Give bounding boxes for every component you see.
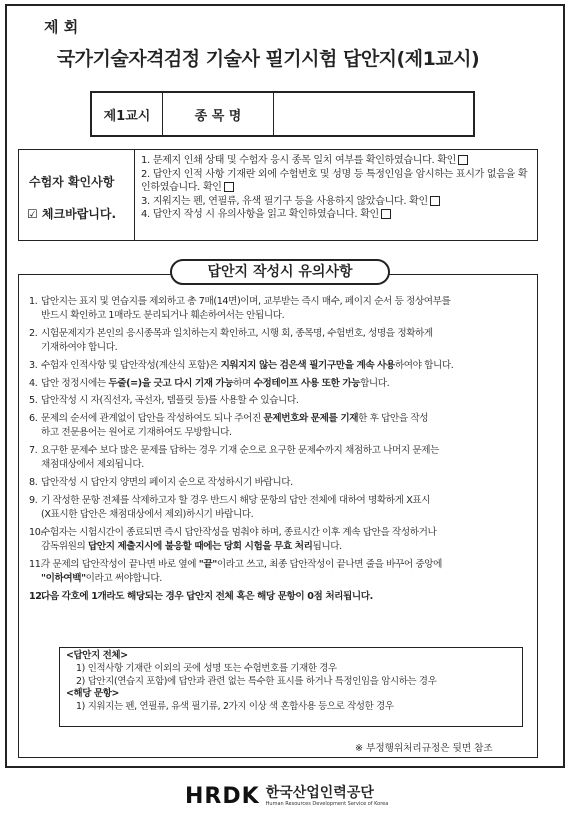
session-label: 제 회 — [44, 18, 79, 36]
list-item: 10.수험자는 시험시간이 종료되면 즉시 답안작성을 멈춰야 하며, 종료시간 이후 계속 답안을 작성하거나 감독위원의 답안지 제출지시에 불응할 때에는 당회 시험을 무효 처리됩니다. — [29, 526, 437, 552]
penalty-box: <답안지 전체> 1) 인적사항 기재란 이외의 곳에 성명 또는 수험번호를 기재한 경우 2) 답안지(연습지 포함)에 답안과 관련 없는 특수한 표시를 하거나 특정인임을 암시하는 경우 <해당 문항> 1) 지워지는 펜, 연필류, 유색 필기류, 2가지 이상 색 혼합사용 등으로 작성한 경우 — [59, 647, 523, 727]
checkbox[interactable] — [430, 196, 440, 206]
logo-name-en: Human Resources Development Service of Korea — [265, 801, 389, 807]
footnote: ※ 부정행위처리규정은 뒷면 참조 — [355, 743, 493, 754]
list-item: 12.다음 각호에 1개라도 해당되는 경우 답안지 전체 혹은 해당 문항이 0점 처리됩니다. — [29, 590, 373, 602]
confirm-check-instruction: ☑ 체크바랍니다. — [27, 207, 117, 221]
notes-title: 답안지 작성시 유의사항 — [170, 259, 390, 285]
confirm-item: 3. 지워지는 펜, 연필류, 유색 필기구 등을 사용하지 않았습니다. 확인 — [141, 195, 531, 209]
examinee-confirm-section — [18, 149, 538, 241]
list-item: 11.각 문제의 답안작성이 끝나면 바로 옆에 "끝"이라고 쓰고, 최종 답안작성이 끝나면 줄을 바꾸어 중앙에 "이하여백"이라고 써야합니다. — [29, 558, 443, 584]
logo-name-ko: 한국산업인력공단 — [265, 785, 374, 801]
list-item: 4. 답안 정정시에는 두줄(=)을 긋고 다시 기재 가능하며 수정테이프 사용 또한 가능합니다. — [29, 377, 390, 389]
logo — [185, 784, 388, 809]
list-item: 7. 요구한 문제수 보다 많은 문제를 답하는 경우 기재 순으로 요구한 문제수까지 채점하고 나머지 문제는 채점대상에서 제외됩니다. — [29, 445, 440, 471]
checkbox[interactable] — [458, 155, 468, 165]
confirm-item: 4. 답안지 작성 시 유의사항을 읽고 확인하였습니다. 확인 — [141, 208, 531, 222]
checkbox[interactable] — [224, 182, 234, 192]
checkbox[interactable] — [381, 209, 391, 219]
subject-value-field[interactable] — [274, 93, 473, 135]
period-label: 제1교시 — [92, 93, 163, 135]
page-title: 국가기술자격검정 기술사 필기시험 답안지(제1교시) — [56, 48, 480, 70]
list-item: 2. 시험문제지가 본인의 응시종목과 일치하는지 확인하고, 시행 회, 종목명, 수험번호, 성명을 정확하게 기재하여야 합니다. — [29, 327, 433, 354]
confirm-heading — [19, 150, 135, 240]
list-item: 8. 답안작성 시 답안지 양면의 페이지 순으로 작성하시기 바랍니다. — [29, 477, 293, 488]
list-item: 6. 문제의 순서에 관계없이 답안을 작성하여도 되나 주어진 문제번호와 문제를 기재한 후 답안을 작성 하고 전문용어는 원어로 기재하여도 무방합니다. — [29, 413, 429, 439]
confirm-list — [141, 154, 531, 222]
confirm-title: 수험자 확인사항 — [29, 175, 115, 189]
subject-box — [90, 91, 475, 137]
list-item: 1. 답안지는 표지 및 연습지를 제외하고 총 7매(14면)이며, 교부받는 즉시 매수, 페이지 순서 등 정상여부를 반드시 확인하고 1매라도 분리되거나 훼손하여서는 안됩니다. — [29, 296, 451, 322]
confirm-item: 1. 문제지 인쇄 상태 및 수험자 응시 종목 일치 여부를 확인하였습니다. 확인 — [141, 154, 531, 168]
list-item: 3. 수험자 인적사항 및 답안작성(계산식 포함)은 지워지지 않는 검은색 필기구만을 계속 사용하여야 합니다. — [29, 359, 454, 371]
list-item: 5. 답안작성 시 자(직선자, 곡선자, 템플릿 등)를 사용할 수 있습니다. — [29, 395, 299, 407]
notes-list — [29, 295, 529, 607]
notes-section — [18, 274, 538, 758]
subject-label: 종 목 명 — [163, 93, 274, 135]
logo-mark: HRDK — [185, 784, 260, 809]
confirm-item: 2. 답안지 인적 사항 기재란 외에 수험번호 및 성명 등 특정인임을 암시하는 표시가 없음을 확인하였습니다. 확인 — [141, 168, 528, 193]
list-item: 9. 기 작성한 문항 전체를 삭제하고자 할 경우 반드시 해당 문항의 답안 전체에 대하여 명확하게 X표시 (X표시한 답안은 채점대상에서 제외)하시기 바랍니다. — [29, 494, 431, 520]
